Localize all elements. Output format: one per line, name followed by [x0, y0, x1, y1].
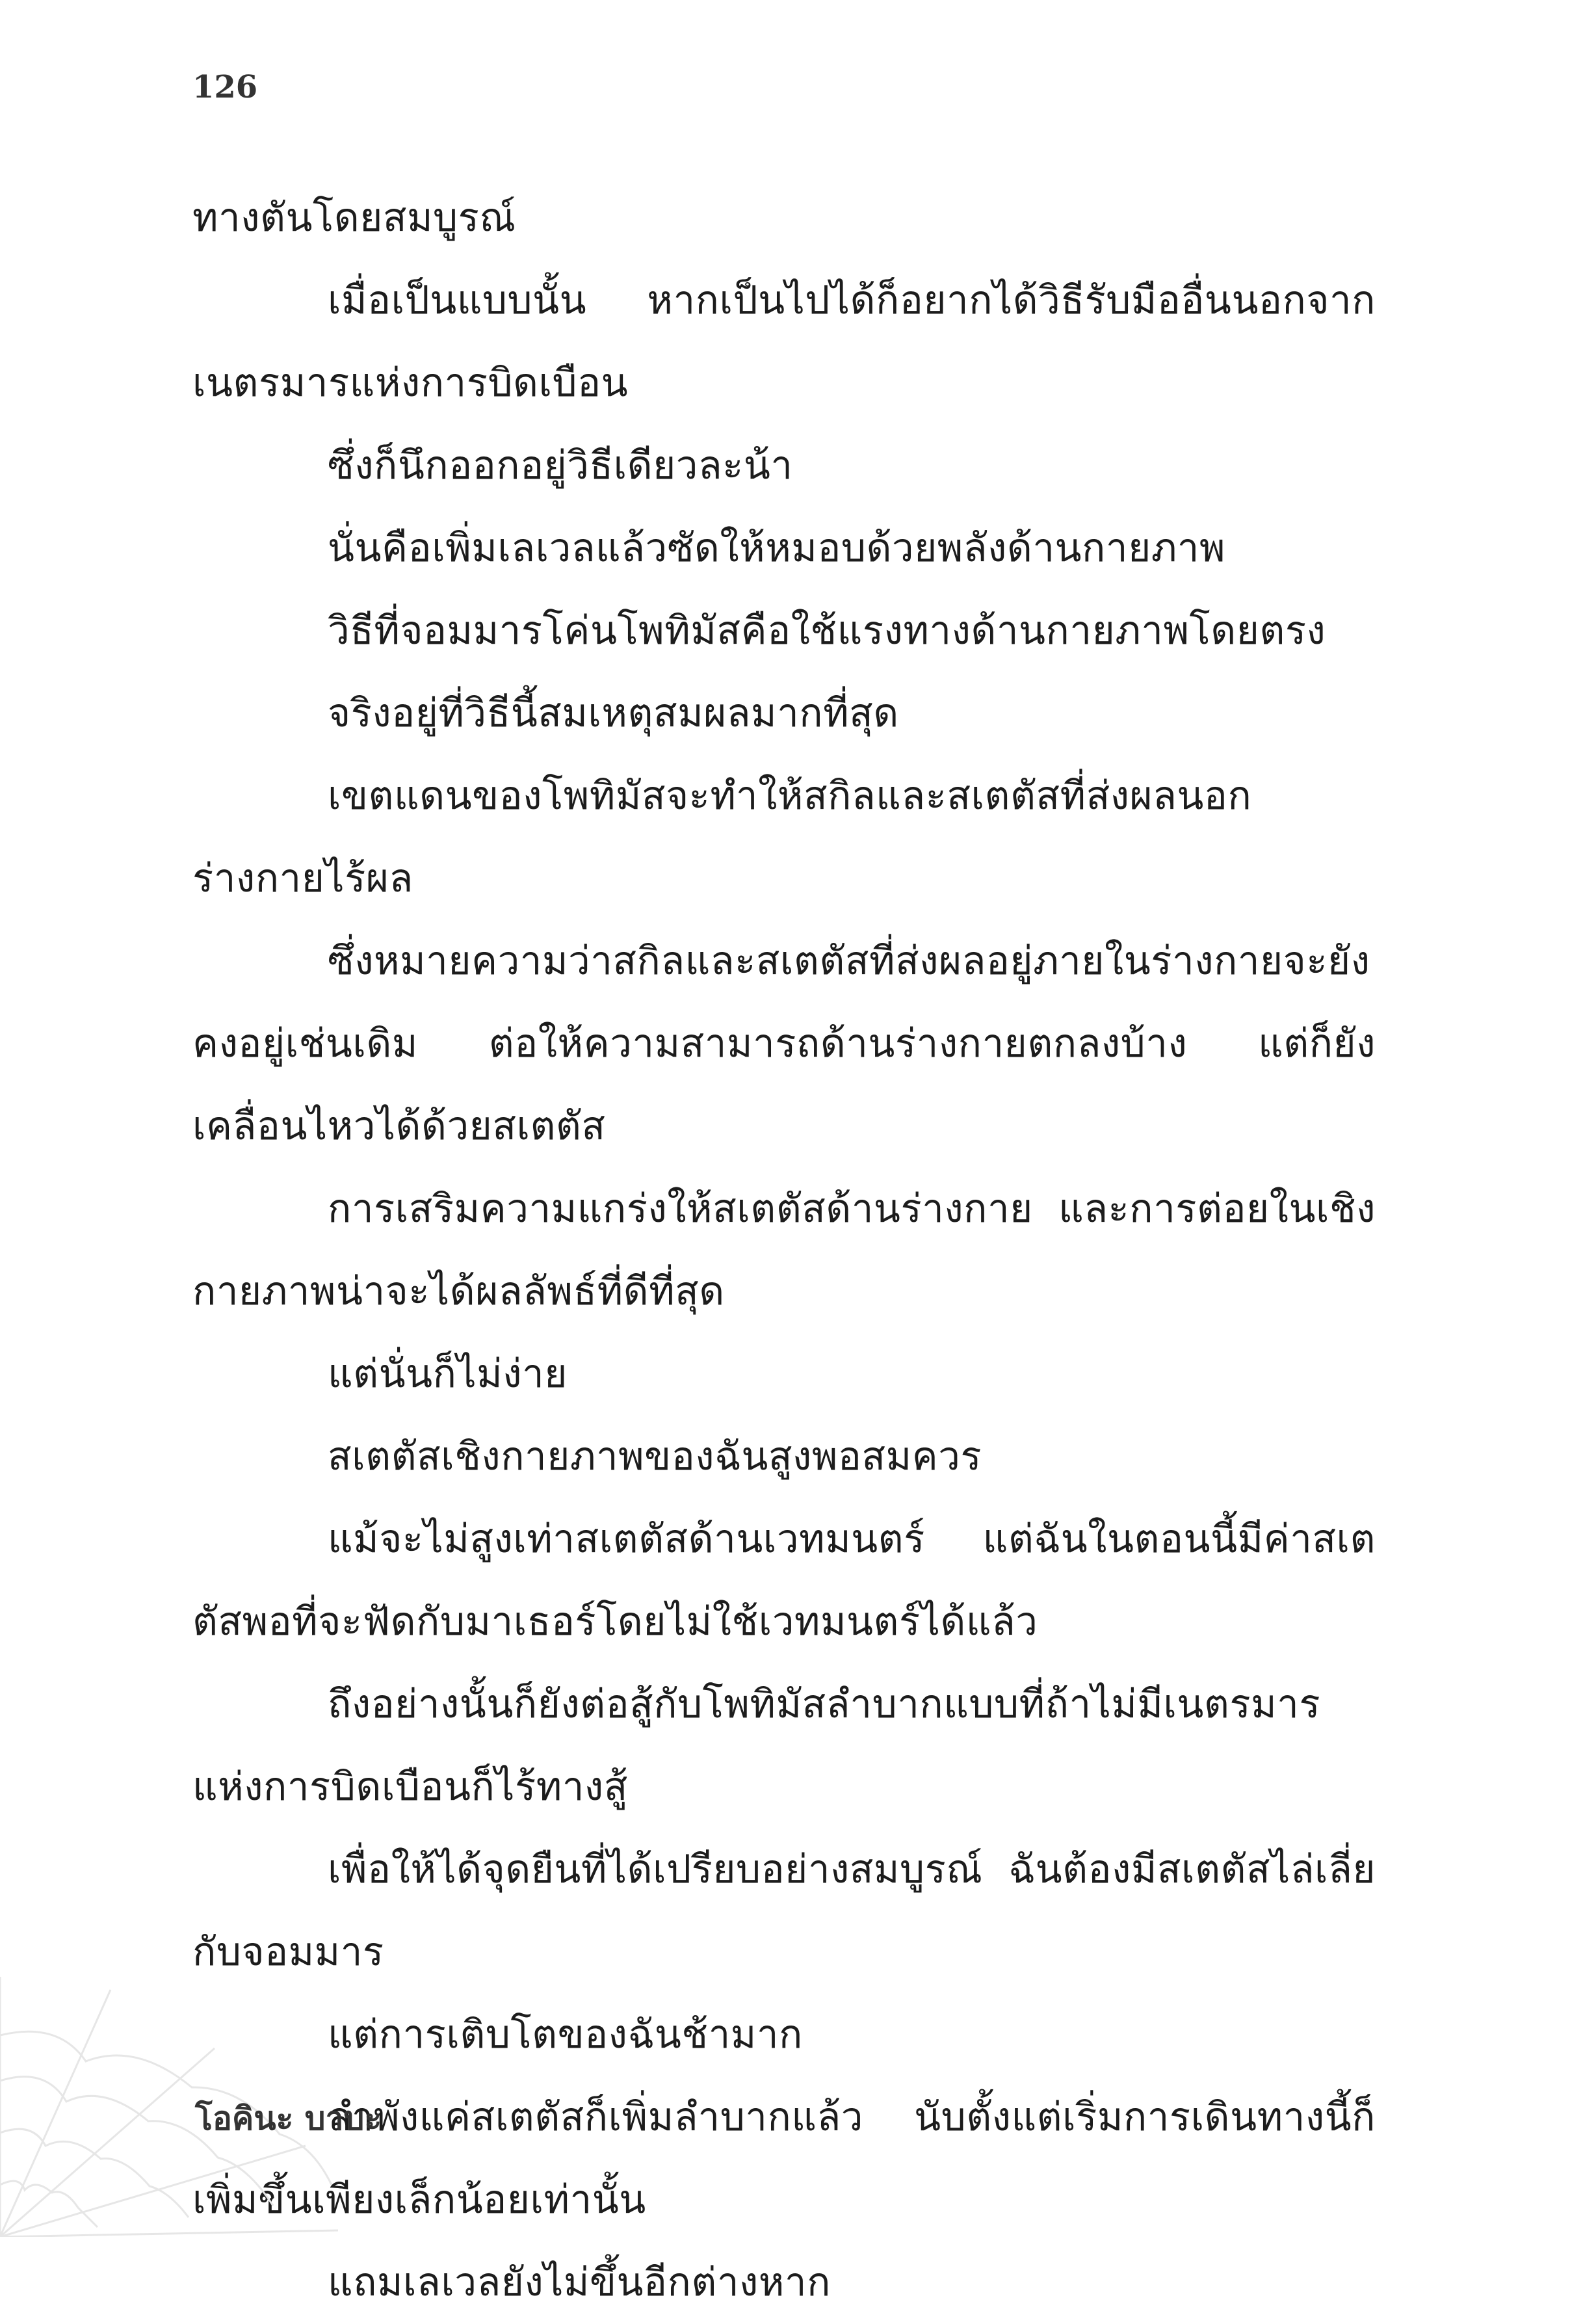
page-number: 126: [192, 69, 258, 105]
body-paragraph: ลำพังแค่สเตตัสก็เพิ่มลำบากแล้ว นับตั้งแต่เริ่มการเดินทางนี้ก็เพิ่มขึ้นเพียงเล็กน้อยเท่านั้น: [192, 2094, 1376, 2223]
body-paragraph: แต่นั่นก็ไม่ง่าย: [328, 1351, 568, 1397]
body-paragraph: ซึ่งหมายความว่าสกิลและสเตตัสที่ส่งผลอยู่ภายในร่างกายจะยังคงอยู่เช่นเดิม ต่อให้ความสามารถด้านร่างกายตกลงบ้าง แต่ก็ยังเคลื่อนไหวได้ด้วยสเตตัส: [192, 938, 1376, 1149]
footer-author: โอคินะ บาบะ: [195, 2100, 382, 2137]
body-paragraph: แถมเลเวลยังไม่ขึ้นอีกต่างหาก: [328, 2260, 831, 2305]
body-paragraph: เมื่อเป็นแบบนั้น หากเป็นไปได้ก็อยากได้วิธีรับมืออื่นนอกจากเนตรมารแห่งการบิดเบือน: [192, 278, 1376, 406]
body-paragraph: นั่นคือเพิ่มเลเวลแล้วซัดให้หมอบด้วยพลังด้านกายภาพ: [328, 525, 1226, 571]
body-paragraph: เพื่อให้ได้จุดยืนที่ได้เปรียบอย่างสมบูรณ์ ฉันต้องมีสเตตัสไล่เลี่ยกับจอมมาร: [192, 1847, 1376, 1975]
body-paragraph: เขตแดนของโพทิมัสจะทำให้สกิลและสเตตัสที่ส่งผลนอกร่างกายไร้ผล: [192, 773, 1252, 901]
body-paragraph: แม้จะไม่สูงเท่าสเตตัสด้านเวทมนตร์ แต่ฉันในตอนนี้มีค่าสเตตัสพอที่จะฟัดกับมาเธอร์โดยไม่ใช้เวทมนตร์ได้แล้ว: [192, 1516, 1376, 1644]
body-paragraph: จริงอยู่ที่วิธีนี้สมเหตุสมผลมากที่สุด: [328, 691, 899, 736]
body-paragraph: การเสริมความแกร่งให้สเตตัสด้านร่างกาย และการต่อยในเชิงกายภาพน่าจะได้ผลลัพธ์ที่ดีที่สุด: [192, 1186, 1376, 1314]
body-paragraph: สเตตัสเชิงกายภาพของฉันสูงพอสมควร: [328, 1434, 982, 1479]
body-paragraph: วิธีที่จอมมารโค่นโพทิมัสคือใช้แรงทางด้านกายภาพโดยตรง: [328, 608, 1326, 654]
body-paragraph: ทางตันโดยสมบูรณ์: [192, 195, 516, 241]
body-text: [192, 177, 1376, 2324]
body-paragraph: ซึ่งก็นึกออกอยู่วิธีเดียวละน้า: [328, 443, 793, 488]
body-paragraph: แต่การเติบโตของฉันช้ามาก: [328, 2012, 803, 2057]
spider-web-corner-icon: [0, 1951, 338, 2237]
body-paragraph: ถึงอย่างนั้นก็ยังต่อสู้กับโพทิมัสลำบากแบบที่ถ้าไม่มีเนตรมารแห่งการบิดเบือนก็ไร้ทางสู้: [192, 1682, 1321, 1810]
